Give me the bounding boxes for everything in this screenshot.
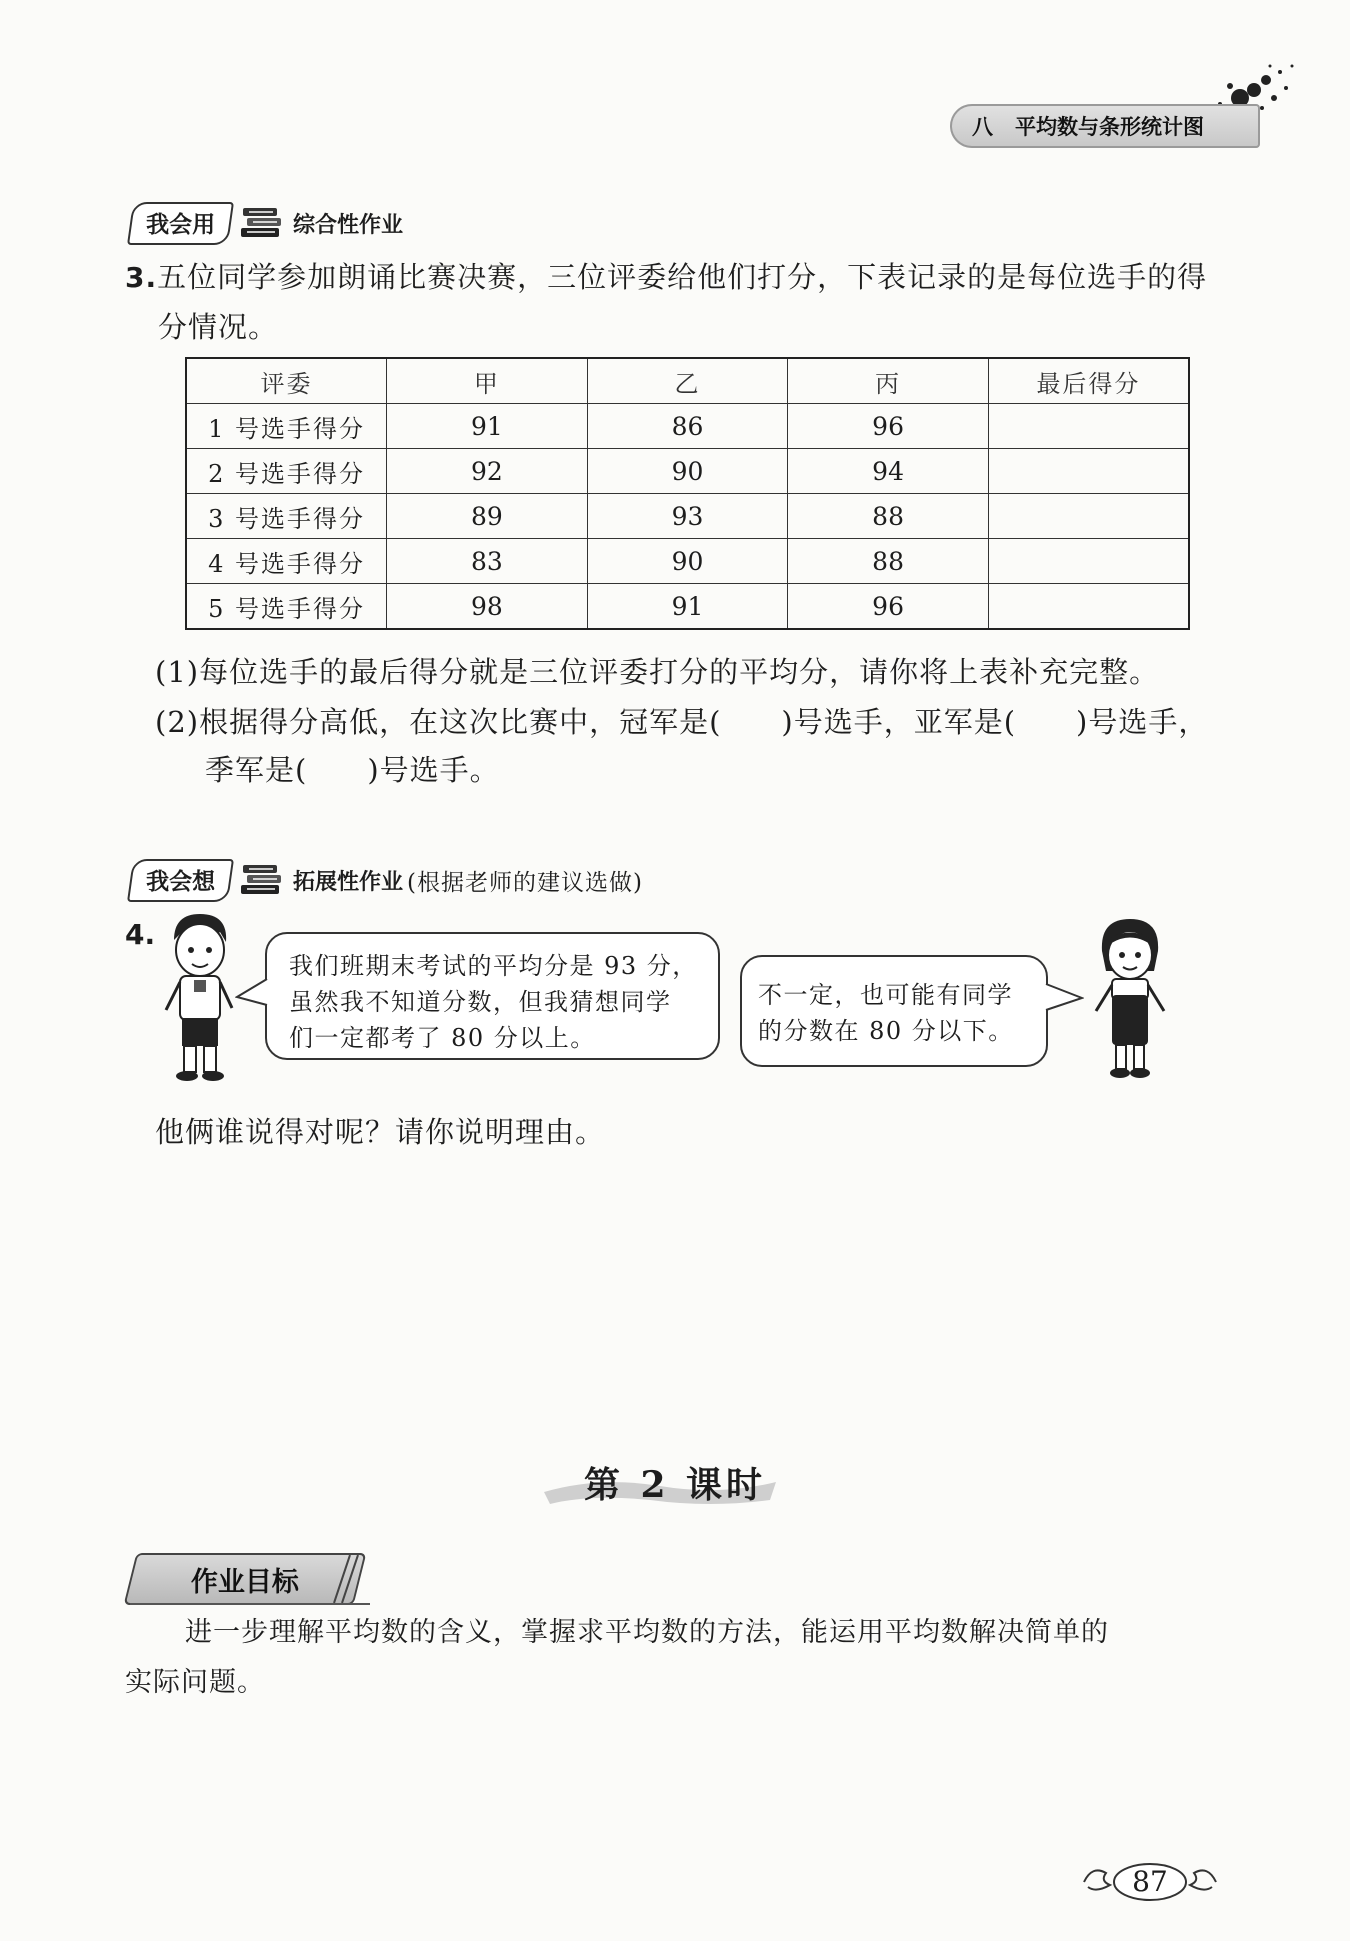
score-cell: 90 [587,449,788,494]
question-3-part-1: (1)每位选手的最后得分就是三位评委打分的平均分，请你将上表补充完整。 [155,655,1160,689]
goal-text: 进一步理解平均数的含义，掌握求平均数的方法，能运用平均数解决简单的 [185,1617,1109,1648]
score-cell: 83 [387,539,588,584]
bubble-pointer [1044,980,1084,1014]
final-score-blank[interactable] [988,404,1189,449]
section-tag: 我会用 [127,202,234,245]
section-header-apply [130,200,403,246]
score-cell: 88 [788,539,989,584]
boy-speech-bubble [265,932,720,1060]
row-label: 2 号选手得分 [186,449,387,494]
table-row [186,404,1189,449]
score-cell: 92 [387,449,588,494]
section-title: 拓展性作业 [293,869,404,895]
score-cell: 90 [587,539,788,584]
boy-speech-line: 虽然我不知道分数，但我猜想同学 [289,988,672,1016]
question-number: 4. [125,918,156,951]
section-header-think [130,857,643,903]
score-cell: 86 [587,404,788,449]
final-score-blank[interactable] [988,494,1189,539]
chapter-number: 八 [972,115,993,139]
page-number: 87 [1132,1865,1168,1898]
lesson-title: 第 2 课时 [583,1464,767,1506]
final-score-blank[interactable] [988,449,1189,494]
slash-decoration [320,1553,360,1605]
books-icon [239,861,285,899]
table-header: 乙 [587,358,788,404]
question-3-part-2-cont: 季军是( )号选手。 [205,753,500,787]
question-number: 3. [125,261,158,294]
section-note: (根据老师的建议选做) [407,869,643,896]
boy-speech-line: 我们班期末考试的平均分是 93 分， [289,952,698,980]
table-row [186,494,1189,539]
question-3-stem: 3.五位同学参加朗诵比赛决赛，三位评委给他们打分，下表记录的是每位选手的得 [125,260,1208,294]
table-header-row [186,358,1189,404]
score-cell: 96 [788,404,989,449]
row-label: 1 号选手得分 [186,404,387,449]
row-label: 4 号选手得分 [186,539,387,584]
final-score-blank[interactable] [988,539,1189,584]
table-header: 丙 [788,358,989,404]
girl-speech-line: 不一定，也可能有同学 [758,981,1013,1009]
question-3-stem-cont: 分情况。 [158,310,279,344]
table-row [186,449,1189,494]
section-title: 综合性作业 [293,212,404,238]
chapter-banner [950,104,1260,148]
score-cell: 94 [788,449,989,494]
score-cell: 91 [587,584,788,630]
bubble-pointer [235,975,269,1009]
row-label: 5 号选手得分 [186,584,387,630]
books-icon [239,204,285,242]
section-tag: 我会想 [127,859,234,902]
girl-speech-line: 的分数在 80 分以下。 [758,1017,1014,1045]
score-cell: 96 [788,584,989,630]
score-cell: 88 [788,494,989,539]
table-header: 评委 [186,358,387,404]
final-score-blank[interactable] [988,584,1189,630]
score-cell: 91 [387,404,588,449]
row-label: 3 号选手得分 [186,494,387,539]
score-table [185,357,1190,630]
question-4-prompt: 他俩谁说得对呢？请你说明理由。 [155,1115,606,1149]
girl-speech-bubble [740,955,1048,1067]
table-header: 最后得分 [988,358,1189,404]
score-cell: 98 [387,584,588,630]
chapter-title: 平均数与条形统计图 [1015,115,1204,139]
goal-tag: 作业目标 [124,1553,367,1605]
boy-illustration [160,910,240,1085]
question-3-part-2: (2)根据得分高低，在这次比赛中，冠军是( )号选手，亚军是( )号选手， [155,705,1209,739]
boy-speech-line: 们一定都考了 80 分以上。 [289,1024,596,1052]
table-row [186,584,1189,630]
score-cell: 89 [387,494,588,539]
goal-underline [130,1603,370,1605]
table-row [186,539,1189,584]
score-cell: 93 [587,494,788,539]
goal-text-cont: 实际问题。 [125,1667,265,1698]
girl-illustration [1088,915,1173,1085]
table-header: 甲 [387,358,588,404]
